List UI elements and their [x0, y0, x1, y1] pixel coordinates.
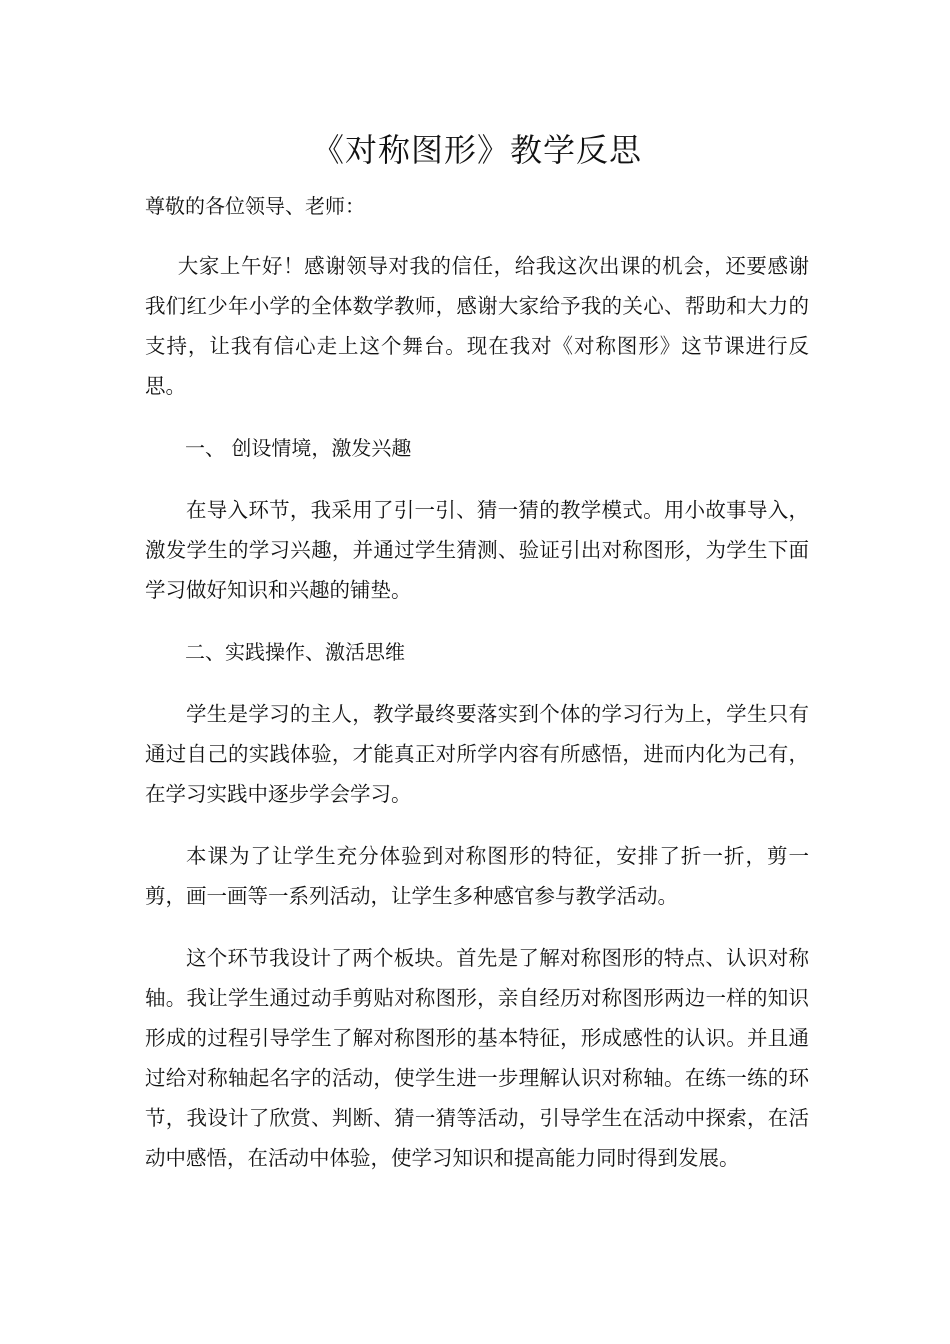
section-2-paragraph-3: 这个环节我设计了两个板块。首先是了解对称图形的特点、认识对称轴。我让学生通过动手剪贴对称图形，亲自经历对称图形两边一样的知识形成的过程引导学生了解对称图形的基本特征，形成感性的认识。并且通过给对称轴起名字的活动，使学生进一步理解认识对称轴。在练一练的环节，我设计了欣赏、判断、猜一猜等活动，引导学生在活动中探索，在活动中感悟，在活动中体验，使学习知识和提高能力同时得到发展。 — [145, 946, 809, 1170]
section-2-paragraph-2: 本课为了让学生充分体验到对称图形的特征，安排了折一折，剪一剪，画一画等一系列活动，让学生多种感官参与教学活动。 — [145, 844, 809, 908]
intro-paragraph: 大家上午好！感谢领导对我的信任，给我这次出课的机会，还要感谢我们红少年小学的全体数学教师，感谢大家给予我的关心、帮助和大力的支持，让我有信心走上这个舞台。现在我对《对称图形》这节课进行反思。 — [145, 254, 809, 398]
section-2-paragraph-1: 学生是学习的主人，教学最终要落实到个体的学习行为上，学生只有通过自己的实践体验，才能真正对所学内容有所感悟，进而内化为己有，在学习实践中逐步学会学习。 — [145, 702, 809, 806]
document-body — [145, 128, 809, 1178]
section-2-heading: 二、实践操作、激活思维 — [185, 640, 405, 664]
greeting: 尊敬的各位领导、老师： — [145, 194, 365, 218]
section-1-heading: 一、 创设情境，激发兴趣 — [185, 436, 412, 460]
section-1-paragraph: 在导入环节，我采用了引一引、猜一猜的教学模式。用小故事导入，激发学生的学习兴趣，并通过学生猜测、验证引出对称图形，为学生下面学习做好知识和兴趣的铺垫。 — [145, 498, 809, 602]
document-title: 《对称图形》教学反思 — [311, 131, 642, 169]
